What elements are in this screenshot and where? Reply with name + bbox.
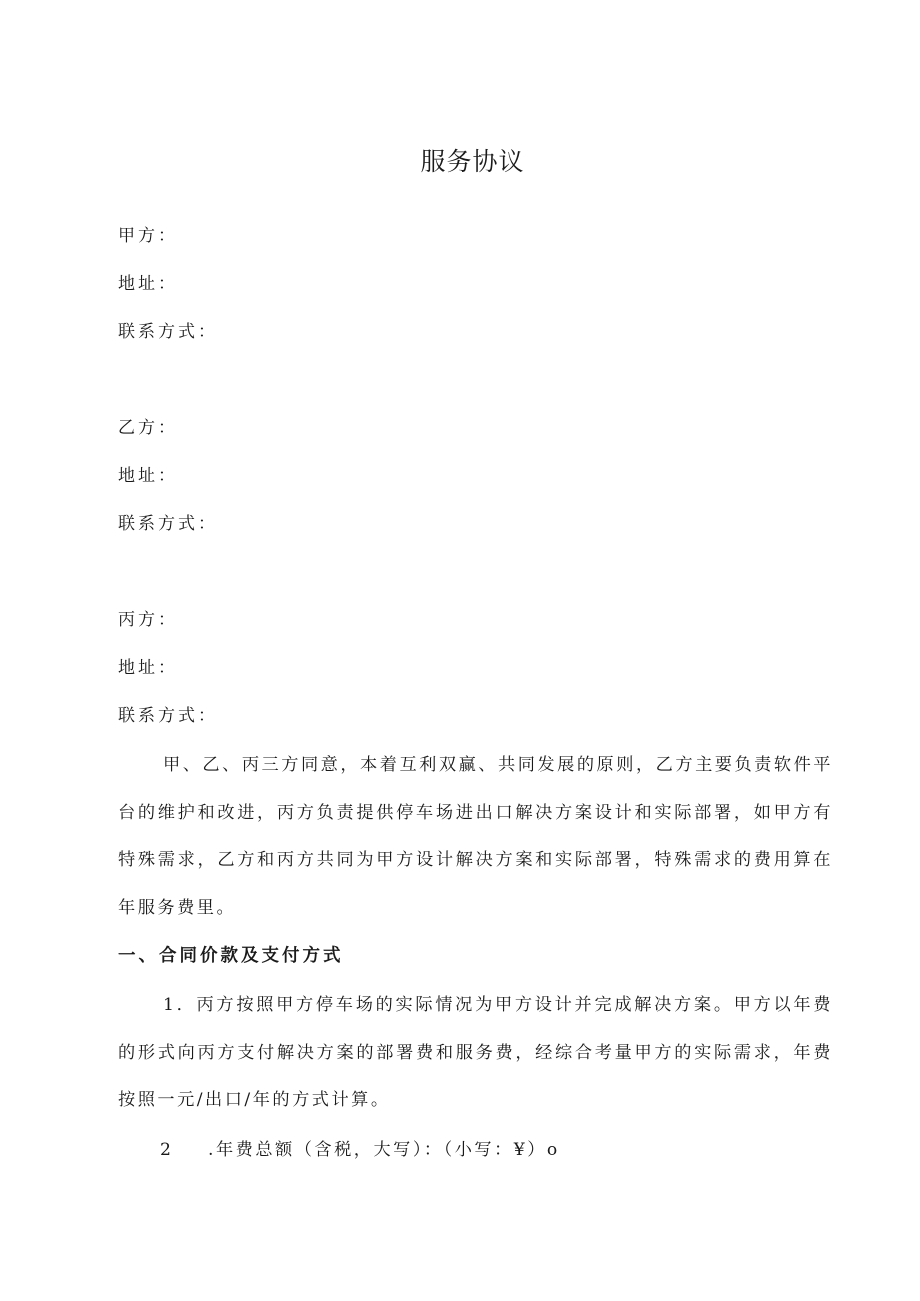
clause-2-number: 2: [160, 1140, 174, 1160]
intro-paragraph: 甲、乙、丙三方同意，本着互利双赢、共同发展的原则，乙方主要负责软件平台的维护和改进，丙方负责提供停车场进出口解决方案设计和实际部署，如甲方有特殊需求，乙方和丙方共同为甲方设计解决方案和实际部署，特殊需求的费用算在年服务费里。: [118, 755, 833, 918]
clause-2-line: [160, 1138, 560, 1162]
party-c-address-label: 地址：: [118, 658, 178, 678]
party-b-contact-label: 联系方式：: [118, 514, 218, 534]
document-title: 服务协议: [420, 147, 525, 176]
party-a-address-label: 地址：: [118, 274, 178, 294]
party-c-contact-label: 联系方式：: [118, 706, 218, 726]
clause-2-text: .年费总额（含税，大写）：（小写：¥）o: [208, 1140, 560, 1160]
party-b-address-label: 地址：: [118, 466, 178, 486]
section-1-heading: 一、合同价款及支付方式: [118, 946, 344, 966]
party-a-contact-label: 联系方式：: [118, 322, 218, 342]
party-a-name-label: 甲方：: [118, 226, 178, 246]
party-c-name-label: 丙方：: [118, 610, 178, 630]
party-b-name-label: 乙方：: [118, 418, 178, 438]
clause-1-paragraph: 1．丙方按照甲方停车场的实际情况为甲方设计并完成解决方案。甲方以年费的形式向丙方支付解决方案的部署费和服务费，经综合考量甲方的实际需求，年费按照一元/出口/年的方式计算。: [118, 995, 833, 1110]
